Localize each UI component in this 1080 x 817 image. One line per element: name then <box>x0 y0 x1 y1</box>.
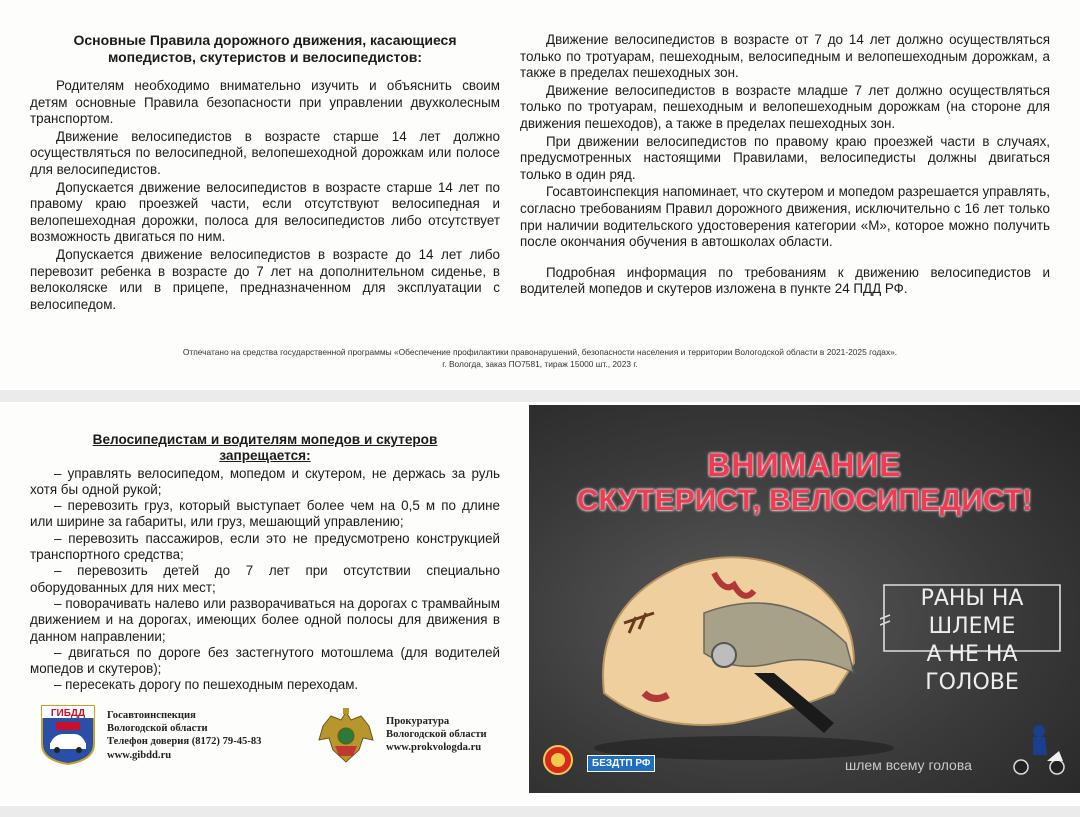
rules-panel <box>0 0 1080 390</box>
list-item: – пересекать дорогу по пешеходным переходам. <box>54 677 359 693</box>
prohibitions-list <box>30 466 500 694</box>
rules-paragraph: Допускается движение велосипедистов в возрасте старше 14 лет по правому краю проезжей части, если отсутствуют велосипедная и велопешеходная дорожки, полоса для велосипедистов либо отсутствует возможность двигаться по ним. <box>30 179 500 245</box>
prokuratura-contacts <box>386 715 526 755</box>
poster-title-line: ВНИМАНИЕ <box>707 447 902 483</box>
list-item: – перевозить пассажиров, если это не предусмотрено конструкцией транспортного средства; <box>30 530 500 563</box>
poster-title-line: СКУТЕРИСТ, ВЕЛОСИПЕДИСТ! <box>576 484 1033 517</box>
list-item: – перевозить груз, который выступает более чем на 0,5 м по длине или ширине за габариты, или груз, мешающий управлению; <box>30 498 500 530</box>
prokuratura-name: Прокуратура <box>386 716 450 727</box>
bezdtp-badge <box>587 755 655 772</box>
prohibitions-title-line: Велосипедистам и водителям мопедов и скутеров <box>92 432 438 447</box>
double-headed-eagle-icon <box>313 706 379 768</box>
prohibitions-title-line: запрещается: <box>219 448 311 464</box>
gibdd-shield-icon <box>40 704 96 766</box>
rules-right-column <box>520 32 1050 298</box>
gibdd-phone: Телефон доверия (8172) 79-45-83 <box>107 736 262 748</box>
slogan-line: РАНЫ НА ШЛЕМЕ <box>920 586 1024 639</box>
bezdtp-badge-suffix: РФ <box>635 758 651 769</box>
imprint-line: Отпечатано на средства государственной программы «Обеспечение профилактики правонарушений, безопасности населения и территории Вологодской области в 2021-2025 годах». <box>182 347 898 357</box>
list-item: – двигаться по дороге без застегнутого мотошлема (для водителей мопедов и скутеров); <box>30 644 500 677</box>
bezdtp-badge-text: БЕЗДТП <box>592 758 633 769</box>
gibdd-region: Вологодской области <box>107 723 208 735</box>
rules-paragraph: Допускается движение велосипедистов в возрасте до 14 лет либо перевозит ребенка в возрасте до 7 лет на дополнительном сиденье, в велоколяске или в прицепе, предназначенном для эксплуатации с велосипедом. <box>30 246 500 312</box>
slogan-text <box>880 585 1064 697</box>
slogan-line: А НЕ НА ГОЛОВЕ <box>925 642 1019 695</box>
list-item: – поворачивать налево или разворачиваться на дорогах с трамвайным движением и на дорогах, имеющих более одной полосы для движения в данном направлении; <box>30 595 500 644</box>
helmet-illustration <box>584 543 894 763</box>
rules-paragraph: Госавтоинспекция напоминает, что скутером и мопедом разрешается управлять, согласно требованиям Правил дорожного движения, исключительно с 16 лет только при наличии водительского удостоверения категории «М», которое можно получить после окончания обучения в автошколах области. <box>520 184 1050 250</box>
scooter-rider-icon <box>1007 721 1069 777</box>
gibdd-emblem-icon <box>543 745 573 775</box>
rules-left-column <box>30 32 500 313</box>
rules-paragraph: Движение велосипедистов в возрасте старше 14 лет должно осуществляться по велосипедной, велопешеходной дорожкам или полосе для велосипедистов. <box>30 128 500 177</box>
prohibitions-title <box>30 432 500 465</box>
rules-closing: Подробная информация по требованиям к движению велосипедистов и водителей мопедов и скутеров изложена в пункте 24 ПДД РФ. <box>520 264 1050 297</box>
prokuratura-region: Вологодской области <box>386 729 487 741</box>
gibdd-contacts <box>107 709 307 762</box>
gibdd-site: www.gibdd.ru <box>107 749 172 761</box>
gibdd-name: Госавтоинспекция <box>107 710 196 721</box>
rules-paragraph: При движении велосипедистов по правому краю проезжей части в случаях, предусмотренных настоящими Правилами, велосипедисты должны двигаться только в один ряд. <box>520 133 1050 182</box>
rules-heading: Основные Правила дорожного движения, касающиеся мопедистов, скутеристов и велосипедистов: <box>73 32 457 65</box>
rules-paragraph: Движение велосипедистов в возрасте от 7 до 14 лет должно осуществляться только по тротуарам, пешеходным, велосипедным и велопешеходным дорожкам, а также в пределах пешеходных зон. <box>520 32 1050 81</box>
imprint-line: г. Вологда, заказ ПО7581, тираж 15000 шт., 2023 г. <box>442 359 638 369</box>
gibdd-logo-text: ГИБДД <box>50 708 86 719</box>
poster-tagline: шлем всему голова <box>845 757 972 773</box>
rules-paragraph: Родителям необходимо внимательно изучить и объяснить своим детям основные Правила безопасности при управлении двухколесным транспортом. <box>30 78 500 127</box>
safety-poster <box>529 405 1080 793</box>
imprint <box>60 346 1020 370</box>
prohibitions-block <box>30 432 500 694</box>
list-item: – управлять велосипедом, мопедом и скутером, не держась за руль хотя бы одной рукой; <box>30 465 500 497</box>
prokuratura-site: www.prokvologda.ru <box>386 742 482 754</box>
rules-paragraph: Движение велосипедистов в возрасте младше 7 лет должно осуществляться только по тротуарам, пешеходным и велопешеходным дорожкам (на стороне для движения пешеходов), а также в пределах пешеходных зон. <box>520 82 1050 131</box>
poster-title <box>529 447 1080 519</box>
list-item: – перевозить детей до 7 лет при отсутствии специально оборудованных для них мест; <box>30 563 500 595</box>
